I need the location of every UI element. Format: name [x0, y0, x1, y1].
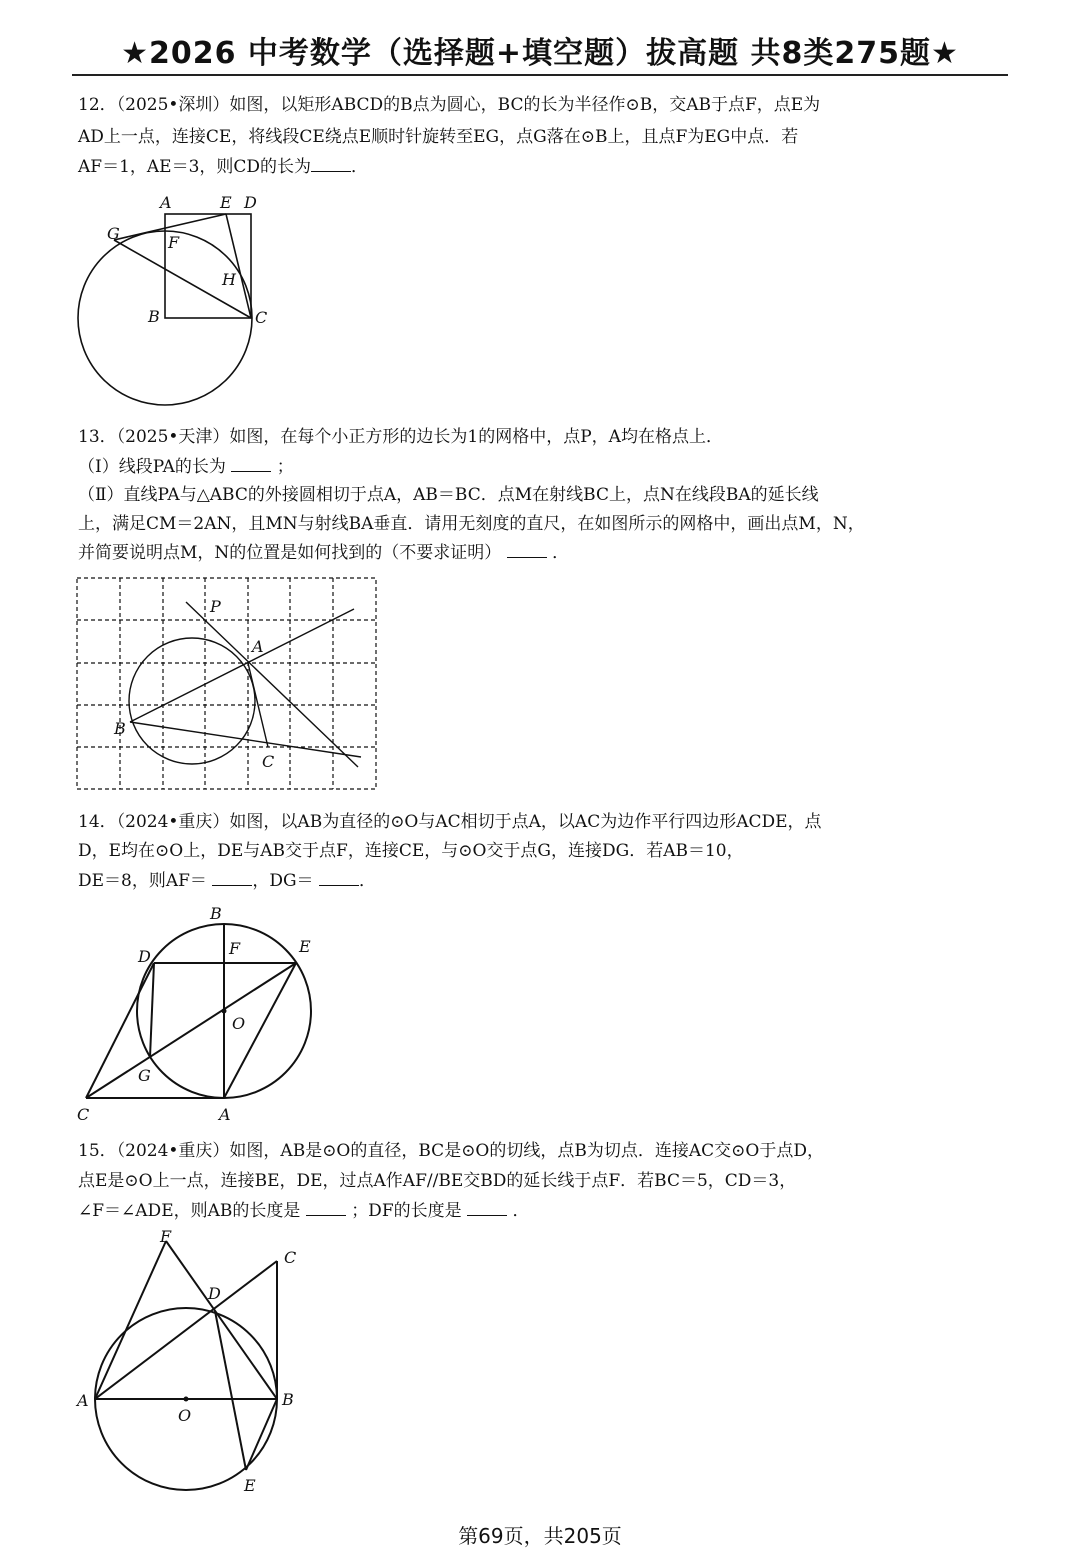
q12-segment-ec: [226, 214, 251, 318]
q14-line-3-end: ．: [358, 871, 376, 891]
q15-line-3-end: ．: [512, 1201, 530, 1221]
q15-line-2: 点E是⊙O上一点，连接BE，DE，过点A作AF//BE交BD的延长线于点F．若BC＝5，CD＝3，: [78, 1171, 797, 1191]
q14-line-3a: DE＝8，则AF＝: [78, 871, 207, 891]
q14-label-b: B: [210, 904, 222, 923]
q13-answer-blank-2: [507, 543, 547, 558]
q14-label-e: E: [299, 937, 311, 956]
q13-line-1: 13．（2025•天津）如图，在每个小正方形的边长为1的网格中，点P，A均在格点上．: [78, 427, 723, 447]
q14-answer-blank-1: [212, 871, 252, 886]
q12-label-a: A: [160, 193, 172, 212]
header-rule: [72, 74, 1008, 76]
q13-line-5-text: 并简要说明点M，N的位置是如何找到的（不要求证明）: [78, 543, 502, 563]
q15-segment-ac: [95, 1261, 277, 1399]
q14-label-c: C: [77, 1105, 90, 1124]
q13-answer-blank-1: [231, 457, 271, 472]
q13-line-5-end: ．: [552, 543, 570, 563]
q15-center-dot: [184, 1397, 189, 1402]
q15-answer-blank-2: [467, 1201, 507, 1216]
q13-line-3: （Ⅱ）直线PA与△ABC的外接圆相切于点A，AB＝BC．点M在射线BC上，点N在线段BA的延长线: [78, 485, 819, 505]
q15-label-a: A: [77, 1391, 89, 1410]
q15-segment-be: [246, 1399, 277, 1470]
page-footer-number: 第69页，共205页: [458, 1524, 622, 1548]
q15-line-3a: ∠F＝∠ADE，则AB的长度是: [78, 1201, 301, 1221]
q14-answer-blank-2: [319, 871, 359, 886]
q15-label-e: E: [244, 1476, 256, 1495]
q14-segment-ce: [86, 963, 296, 1098]
q13-grid-border: [77, 578, 376, 789]
q15-label-f: F: [160, 1227, 172, 1246]
q13-line-2: [78, 456, 294, 478]
q15-label-d: D: [208, 1284, 221, 1303]
q13-label-p: P: [210, 597, 221, 616]
page-header-title: ★2026 中考数学（选择题+填空题）拔高题 共8类275题★: [121, 36, 959, 71]
q12-line-3-text: AF＝1，AE＝3，则CD的长为: [78, 157, 312, 177]
q15-answer-blank-1: [306, 1201, 346, 1216]
q14-center-dot: [222, 1009, 227, 1014]
q13-segment-ac: [248, 663, 268, 747]
q15-segment-af: [95, 1241, 166, 1399]
q13-line-2-text: （Ⅰ）线段PA的长为: [78, 457, 226, 477]
q13-label-b: B: [114, 719, 126, 738]
q13-line-bc: [130, 722, 361, 757]
q15-line-3: [78, 1200, 529, 1222]
q13-line-pa: [186, 602, 358, 767]
q14-label-a: A: [219, 1105, 231, 1124]
q12-label-e: E: [220, 193, 232, 212]
q14-segment-dg: [150, 963, 154, 1057]
q12-label-h: H: [222, 270, 236, 289]
q13-grid-figure: [76, 577, 378, 791]
q15-label-o: O: [178, 1406, 192, 1425]
q13-circumcircle: [129, 638, 255, 764]
q14-line-1: 14．（2024•重庆）如图，以AB为直径的⊙O与AC相切于点A，以AC为边作平行四边形ACDE，点: [78, 812, 822, 832]
q12-label-g: G: [107, 224, 120, 243]
q12-line-2: AD上一点，连接CE，将线段CE绕点E顺时针旋转至EG，点G落在⊙B上，且点F为EG中点．若: [78, 127, 799, 147]
q15-segment-de: [215, 1311, 246, 1470]
q12-line-3-end: ．: [351, 157, 369, 177]
q13-line-5: [78, 542, 569, 564]
q14-line-2: D，E均在⊙O上，DE与AB交于点F，连接CE，与⊙O交于点G，连接DG．若AB＝10，: [78, 841, 744, 861]
q14-figure: [74, 900, 324, 1125]
q12-label-f: F: [168, 233, 180, 252]
q15-label-b: B: [282, 1390, 294, 1409]
q14-label-d: D: [138, 947, 151, 966]
q12-label-d: D: [244, 193, 257, 212]
q12-answer-blank: [311, 157, 351, 172]
q12-label-b: B: [148, 307, 160, 326]
q14-line-3: [78, 870, 376, 892]
q12-figure: [74, 192, 284, 407]
q13-line-2-end: ；: [276, 457, 294, 477]
q15-line-1: 15．（2024•重庆）如图，AB是⊙O的直径，BC是⊙O的切线，点B为切点．连接AC交⊙O于点D，: [78, 1141, 824, 1161]
q15-segment-fb: [166, 1241, 277, 1399]
q13-label-a: A: [252, 637, 264, 656]
q15-figure: [74, 1225, 314, 1495]
q12-label-c: C: [255, 308, 268, 327]
q15-line-3b: ；DF的长度是: [351, 1201, 462, 1221]
q14-label-o: O: [232, 1014, 246, 1033]
q15-label-c: C: [284, 1248, 297, 1267]
q14-line-3b: ，DG＝: [252, 871, 314, 891]
q12-line-3: [78, 156, 368, 178]
q13-line-4: 上，满足CM＝2AN，且MN与射线BA垂直．请用无刻度的直尺，在如图所示的网格中，画出点M，N，: [78, 514, 865, 534]
q13-label-c: C: [262, 752, 275, 771]
q14-label-f: F: [229, 939, 241, 958]
q14-label-g: G: [138, 1066, 151, 1085]
q12-line-1: 12．（2025•深圳）如图，以矩形ABCD的B点为圆心，BC的长为半径作⊙B，交AB于点F，点E为: [78, 95, 821, 115]
